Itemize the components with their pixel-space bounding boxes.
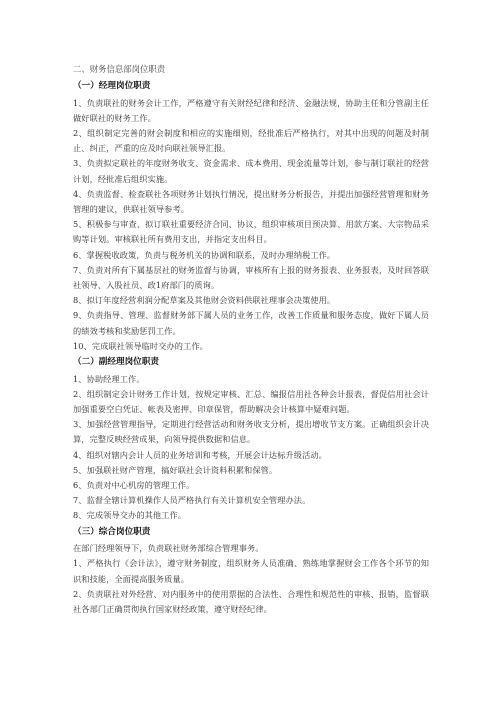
section-heading: 二、财务信息部岗位职责 [73,64,166,74]
paragraph: 5、积极参与审查、拟订联社重要经济合同、协议，组织审核项目预决算、用款方案、大宗物品采购等计划。审核联社所有费用支出，并指定支出科目。 [73,219,429,245]
paragraph: 5、加强联社财产管理，搞好联社会计资料积累和保管。 [73,464,278,475]
subsection-title-general: （三）综合岗位职责 [73,526,151,537]
paragraph: 10、完成联社领导临时交办的工作。 [73,340,208,351]
paragraph: 1、负责联社的财务会计工作，严格遵守有关财经纪律和经济、金融法规，协助主任和分管副主任做好联社的财务工作。 [73,97,429,123]
paragraph: 8、拟订年度经营利润分配草案及其他财会资料供联社理事会决策使用。 [73,295,336,306]
paragraph: 2、负责联社对外经营、对内服务中的使用票据的合法性、合理性和规范性的审核、报销，监督联社各部门正确贯彻执行国家财经政策，遵守财经纪律。 [73,588,429,615]
paragraph: 3、加强经营管理指导，定期进行经营活动和财务收支分析，提出增收节支方案。正确组织会计决算，完整反映经营成果，向领导提供数据和信息。 [73,419,429,445]
paragraph: 在部门经理领导下，负责联社财务部综合管理事务。 [73,543,264,554]
paragraph: 2、组织制定会计财务工作计划，按规定审核、汇总、编报信用社各种会计报表，督促信用社会计加强重要空白凭证、帐表及密押、印章保管，帮助解决会计核算中疑难问题。 [73,388,429,415]
paragraph: 2、组织制定完善的财会制度和相应的实施细则，经批准后严格执行，对其中出现的问题及时制止、纠正，严重的应及时向联社领导汇报。 [73,128,429,154]
subsection-title-manager: （一）经理岗位职责 [73,81,151,91]
paragraph: 7、监督全辖计算机操作人员严格执行有关计算机安全管理办法。 [73,495,311,506]
paragraph: 4、组织对辖内会计人员的业务培训和考核，开展会计达标升级活动。 [73,449,327,460]
paragraph: 3、负责拟定联社的年度财务收支、资金需求、成本费用、现金流量等计划，参与制订联社的经营计划，经批准后组织实施。 [73,158,429,184]
paragraph: 1、协助经理工作。 [73,373,145,384]
paragraph: 9、负责指导、管理、监督财务部下属人员的业务工作，改善工作质量和服务态度，做好下属人员的绩效考核和奖励惩罚工作。 [73,310,429,336]
paragraph: 4、负责监督、检查联社各项财务计划执行情况，提出财务分析报告，并提出加强经营管理和财务管理的建议，供联社领导参考。 [73,188,429,215]
paragraph: 7、负责对所有下属基层社的财务监督与协调，审核所有上报的财务报表、业务报表，及时回答联社领导、入股社员、政1府部门的质询。 [73,264,429,291]
paragraph: 8、完成领导交办的其他工作。 [73,510,187,521]
paragraph: 6、掌握税收政策，负责与税务机关的协调和联系，及时办理纳税工作。 [73,249,336,260]
subsection-title-deputy-manager: （二）副经理岗位职责 [73,357,159,368]
paragraph: 1、严格执行《会计法》，遵守财务制度，组织财务人员准确、熟练地掌握财会工作各个环节的知识和技能，全面提高服务质量。 [73,558,429,584]
document-content [73,64,429,617]
paragraph: 6、负责对中心机房的管理工作。 [73,480,195,491]
